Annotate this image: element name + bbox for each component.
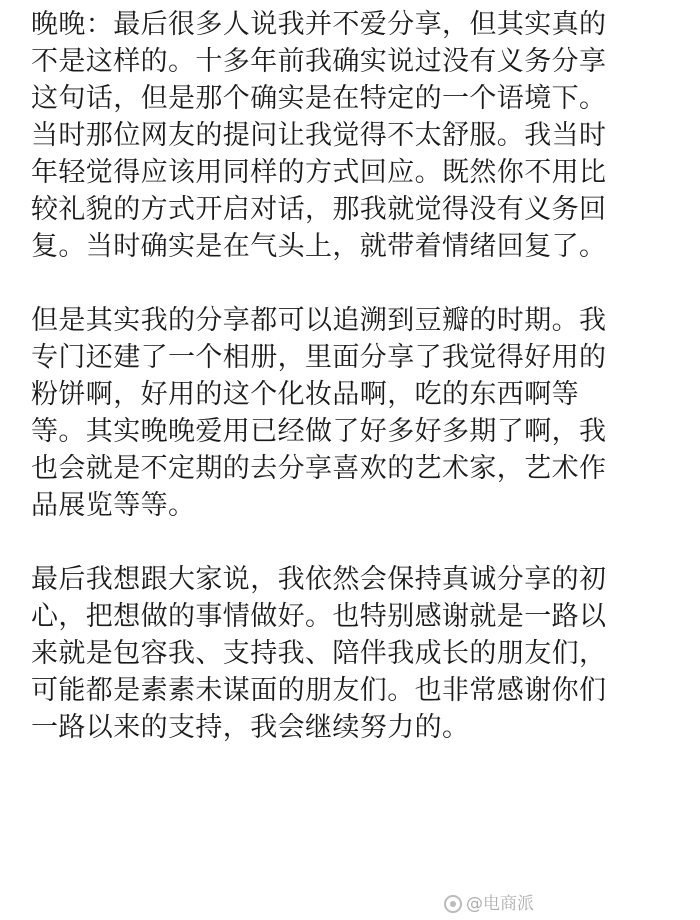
text-line: 最后我想跟大家说，我依然会保持真诚分享的初 bbox=[31, 564, 607, 595]
text-line: 这句话，但是那个确实是在特定的一个语境下。 bbox=[31, 83, 607, 114]
text-line: 但是其实我的分享都可以追溯到豆瓣的时期。我 bbox=[31, 305, 607, 336]
text-line: 品展览等等。 bbox=[31, 490, 196, 521]
text-line: 复。当时确实是在气头上，就带着情绪回复了。 bbox=[31, 231, 607, 262]
paragraph-3 bbox=[31, 561, 681, 746]
text-line: 年轻觉得应该用同样的方式回应。既然你不用比 bbox=[31, 157, 607, 188]
watermark bbox=[444, 894, 534, 914]
text-line: 可能都是素素未谋面的朋友们。也非常感谢你们 bbox=[31, 675, 607, 706]
watermark-text: @电商派 bbox=[466, 894, 534, 914]
weibo-logo-icon bbox=[444, 895, 462, 913]
text-line: 等。其实晚晚爱用已经做了好多好多期了啊，我 bbox=[31, 416, 607, 447]
text-line: 当时那位网友的提问让我觉得不太舒服。我当时 bbox=[31, 120, 607, 151]
text-line: 心，把想做的事情做好。也特别感谢就是一路以 bbox=[31, 601, 607, 632]
text-line: 专门还建了一个相册，里面分享了我觉得好用的 bbox=[31, 342, 607, 373]
text-line: 不是这样的。十多年前我确实说过没有义务分享 bbox=[31, 46, 607, 77]
text-line: 较礼貌的方式开启对话，那我就觉得没有义务回 bbox=[31, 194, 607, 225]
text-line: 一路以来的支持，我会继续努力的。 bbox=[31, 712, 470, 743]
paragraph-2 bbox=[31, 302, 681, 524]
paragraph-1 bbox=[31, 6, 681, 265]
text-line: 粉饼啊，好用的这个化妆品啊，吃的东西啊等 bbox=[31, 379, 579, 410]
text-line: 来就是包容我、支持我、陪伴我成长的朋友们， bbox=[31, 638, 607, 669]
text-line: 晚晚：最后很多人说我并不爱分享，但其实真的 bbox=[31, 9, 607, 40]
article-body bbox=[31, 6, 681, 746]
text-line: 也会就是不定期的去分享喜欢的艺术家，艺术作 bbox=[31, 453, 607, 484]
